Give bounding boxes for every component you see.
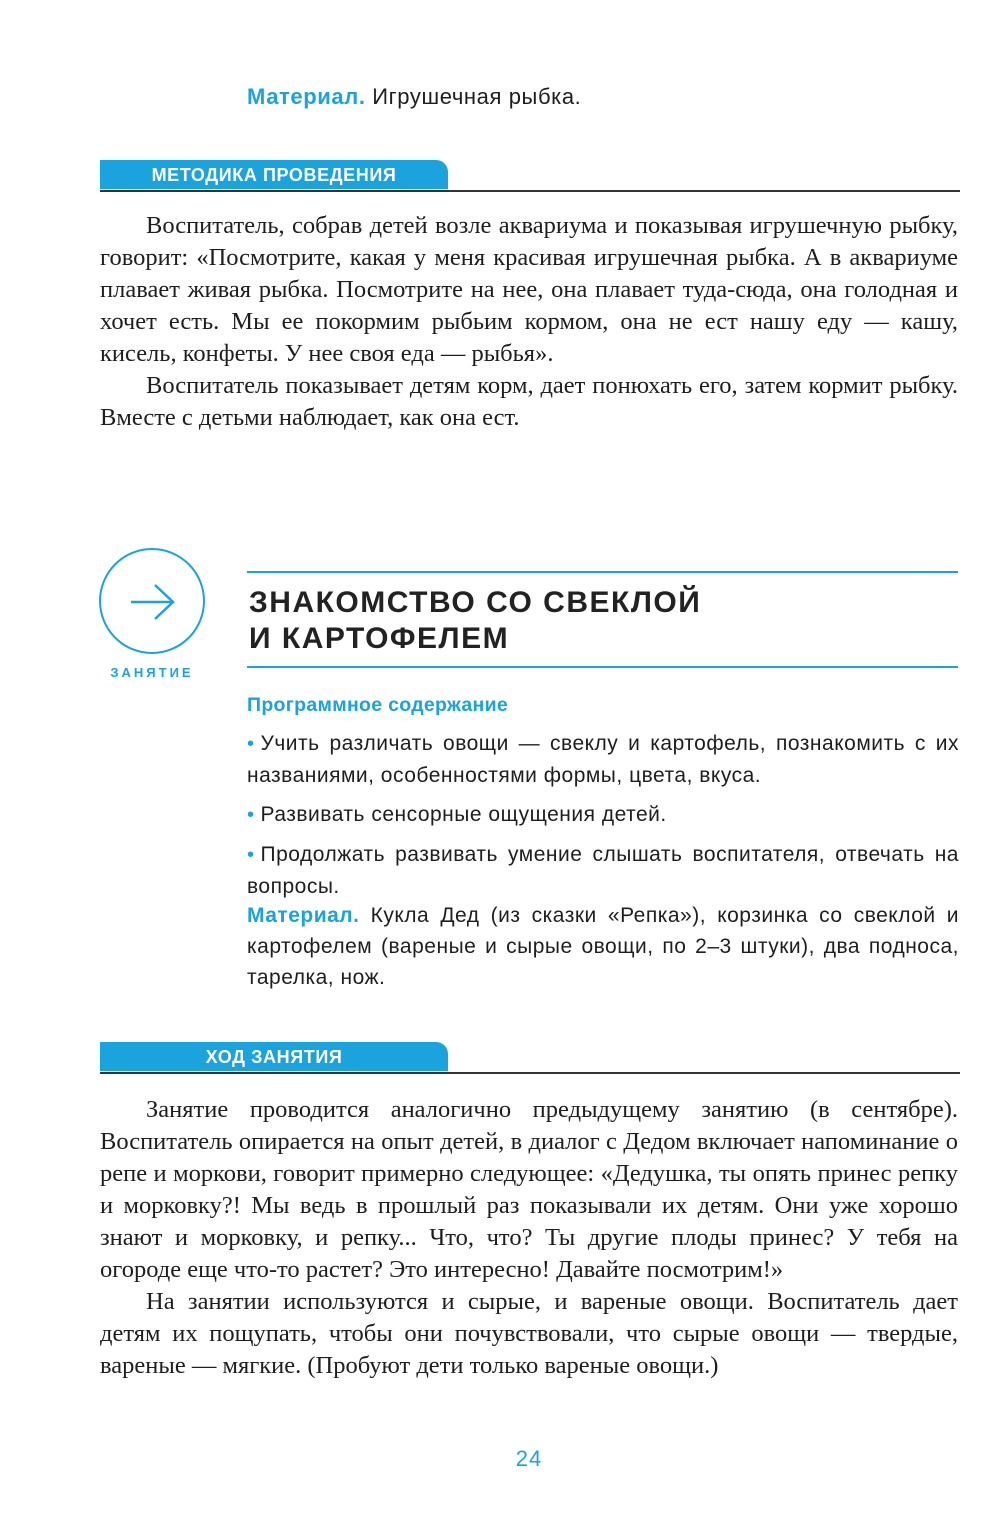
lesson-badge: [99, 548, 205, 654]
list-item-text: Продолжать развивать умение слышать воспитателя, отвечать на вопросы.: [247, 843, 959, 898]
lesson-title-line2: И КАРТОФЕЛЕМ: [249, 622, 510, 655]
lesson-title: [249, 585, 949, 657]
paragraph: Воспитатель, собрав детей возле аквариума и показывая игрушечную рыбку, говорит: «Посмотрите, какая у меня красивая игрушечная рыбка. А в аквариуме плавает живая рыбка. Посмотрите на нее, она плавает туда-сюда, она голодная и хочет есть. Мы ее покормим рыбьим кормом, она не ест нашу еду — кашу, кисель, конфеты. У нее своя еда — рыбья».: [100, 212, 958, 367]
program-content-list: [247, 728, 959, 910]
page-number: 24: [515, 1446, 543, 1471]
section-header-lesson-flow: [100, 1042, 960, 1074]
section-tab-label: МЕТОДИКА ПРОВЕДЕНИЯ: [100, 160, 448, 189]
paragraph: На занятии используются и сырые, и вареные овощи. Воспитатель дает детям их пощупать, чтобы они почувствовали, что сырые овощи — твердые, вареные — мягкие. (Пробуют дети только вареные овощи.): [100, 1288, 958, 1379]
lesson-material: [247, 900, 959, 993]
list-item-text: Развивать сенсорные ощущения детей.: [260, 803, 667, 826]
material-line-top: [247, 84, 947, 110]
methodology-text: [100, 210, 958, 434]
bullet-dot-icon: •: [247, 844, 255, 866]
list-item: [247, 728, 959, 791]
material-label: Материал.: [247, 84, 366, 109]
program-content-heading: Программное содержание: [247, 694, 509, 716]
paragraph: Занятие проводится аналогично предыдущему занятию (в сентябре). Воспитатель опирается на опыт детей, в диалог с Дедом включает напоминание о репе и моркови, говорит примерно следующее: «Дедушка, ты опять принес репку и морковку?! Мы ведь в прошлый раз показывали их детям. Они уже хорошо знают и морковку, и репку... Что, что? Ты другие плоды принес? У тебя на огороде еще что-то растет? Это интересно! Давайте посмотрим!»: [100, 1096, 958, 1283]
list-item: [247, 839, 959, 902]
list-item: [247, 799, 959, 831]
lesson-flow-text: [100, 1094, 958, 1382]
lesson-title-line1: ЗНАКОМСТВО СО СВЕКЛОЙ: [249, 586, 702, 619]
paragraph: Воспитатель показывает детям корм, дает понюхать его, затем кормит рыбку. Вместе с детьми наблюдает, как она ест.: [100, 372, 958, 431]
bullet-dot-icon: •: [247, 733, 255, 755]
material-text: Кукла Дед (из сказки «Репка»), корзинка со свеклой и картофелем (вареные и сырые овощи, по 2–3 штуки), два подноса, тарелка, нож.: [247, 904, 959, 989]
section-tab-label: ХОД ЗАНЯТИЯ: [100, 1042, 448, 1071]
list-item-text: Учить различать овощи — свеклу и картофель, познакомить с их названиями, особенностями формы, цвета, вкуса.: [247, 732, 959, 787]
material-label: Материал.: [247, 904, 360, 927]
lesson-badge-label: ЗАНЯТИЕ: [110, 665, 194, 680]
arrow-right-icon: [129, 582, 177, 622]
material-text: Игрушечная рыбка.: [365, 84, 582, 109]
title-rule-bottom: [247, 666, 958, 668]
section-header-methodology: [100, 160, 960, 192]
title-rule-top: [247, 571, 958, 573]
bullet-dot-icon: •: [247, 804, 255, 826]
